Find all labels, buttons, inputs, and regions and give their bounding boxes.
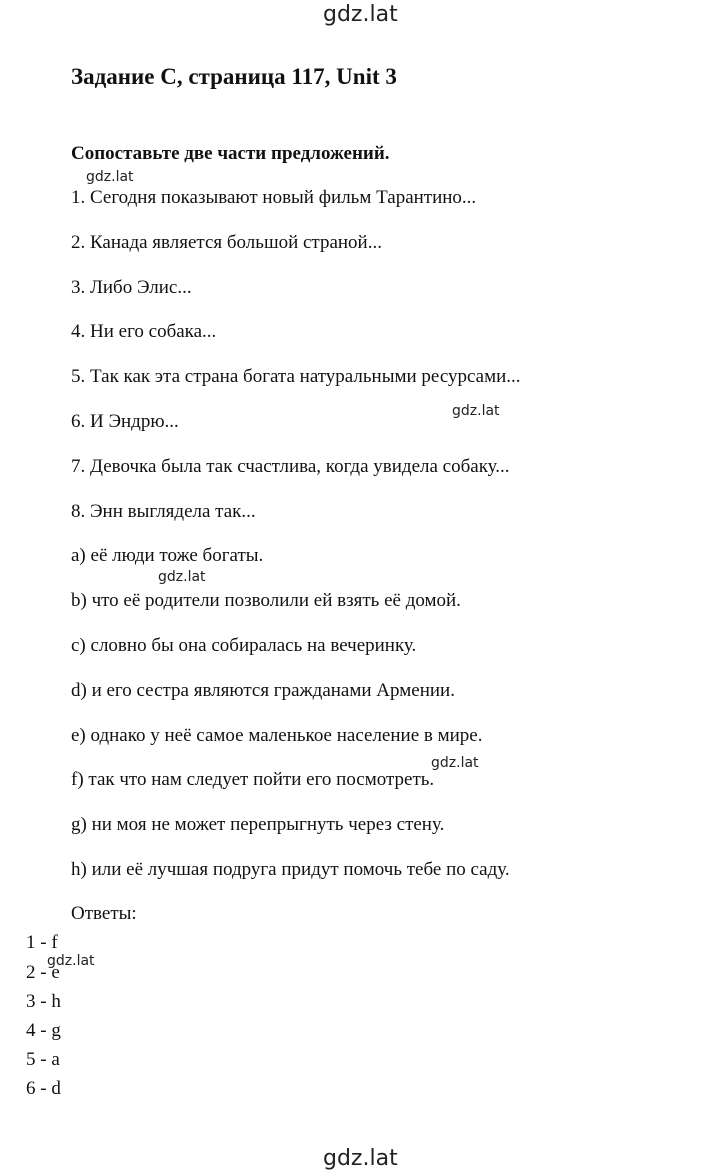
ending-e: e) однако у неё самое маленькое население в мире. <box>71 725 483 746</box>
watermark-bottom: gdz.lat <box>323 1146 398 1171</box>
ending-g: g) ни моя не может перепрыгнуть через стену. <box>71 814 445 835</box>
sentence-8: 8. Энн выглядела так... <box>71 501 256 522</box>
watermark: gdz.lat <box>431 755 479 771</box>
sentence-5: 5. Так как эта страна богата натуральными ресурсами... <box>71 366 521 387</box>
answer-4: 4 - g <box>26 1020 61 1041</box>
watermark: gdz.lat <box>86 169 134 185</box>
ending-b: b) что её родители позволили ей взять её домой. <box>71 590 461 611</box>
answer-6: 6 - d <box>26 1078 61 1099</box>
watermark: gdz.lat <box>158 569 206 585</box>
ending-f: f) так что нам следует пойти его посмотреть. <box>71 769 435 790</box>
answer-1: 1 - f <box>26 932 58 953</box>
instruction: Сопоставьте две части предложений. <box>71 143 390 164</box>
sentence-4: 4. Ни его собака... <box>71 321 217 342</box>
answer-2: 2 - e <box>26 962 60 983</box>
sentence-3: 3. Либо Элис... <box>71 277 192 298</box>
ending-d: d) и его сестра являются гражданами Армении. <box>71 680 455 701</box>
page-title: Задание C, страница 117, Unit 3 <box>71 64 397 89</box>
watermark-top: gdz.lat <box>323 2 398 27</box>
ending-h: h) или её лучшая подруга придут помочь тебе по саду. <box>71 859 510 880</box>
ending-c: c) словно бы она собиралась на вечеринку. <box>71 635 417 656</box>
answers-label: Ответы: <box>71 903 137 924</box>
watermark: gdz.lat <box>452 403 500 419</box>
sentence-7: 7. Девочка была так счастлива, когда увидела собаку... <box>71 456 510 477</box>
sentence-2: 2. Канада является большой страной... <box>71 232 382 253</box>
watermark: gdz.lat <box>47 953 95 969</box>
sentence-6: 6. И Эндрю... <box>71 411 179 432</box>
answer-3: 3 - h <box>26 991 61 1012</box>
answer-5: 5 - a <box>26 1049 60 1070</box>
ending-a: a) её люди тоже богаты. <box>71 545 264 566</box>
sentence-1: 1. Сегодня показывают новый фильм Тарантино... <box>71 187 477 208</box>
